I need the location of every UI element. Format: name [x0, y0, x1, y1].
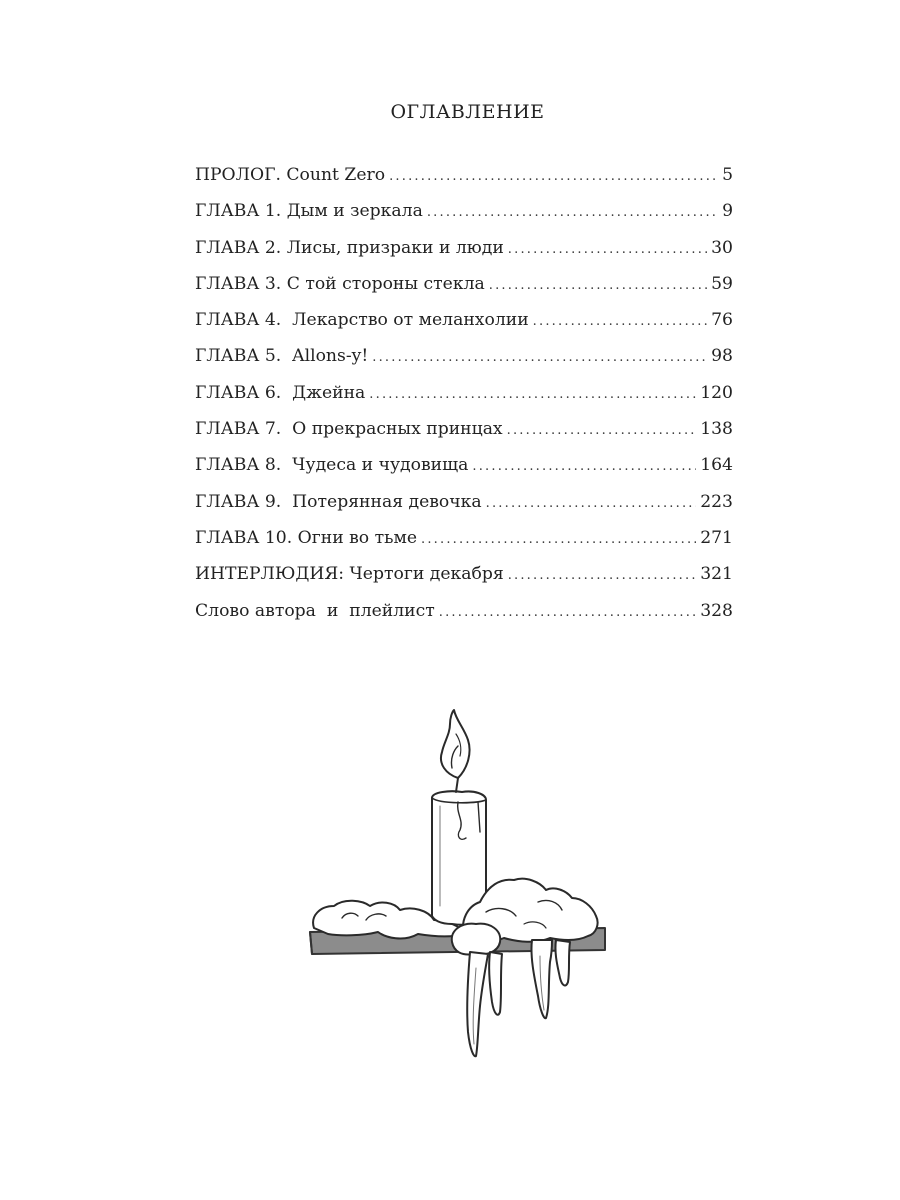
- toc-entry-page: 321: [700, 564, 733, 585]
- dot-leader: [372, 350, 707, 365]
- dot-leader: [507, 423, 697, 438]
- toc-entry-chapter-10[interactable]: [195, 528, 733, 564]
- toc-entry-title: ПРОЛОГ. Count Zero: [195, 165, 386, 185]
- dot-leader: [389, 169, 718, 184]
- wax-drip-4: [555, 940, 570, 985]
- toc-entry-title: ГЛАВА 9. Потерянная девочка: [195, 491, 482, 512]
- wax-drip-1: [467, 952, 488, 1056]
- toc-entry-title: ГЛАВА 10. Огни во тьме: [195, 527, 418, 548]
- toc-entry-chapter-7[interactable]: [195, 419, 733, 455]
- toc-entry-title: ГЛАВА 2. Лисы, призраки и люди: [195, 237, 504, 258]
- toc-entry-page: 30: [711, 237, 733, 258]
- toc-entry-chapter-1[interactable]: [195, 201, 733, 237]
- toc-entry-chapter-5[interactable]: [195, 346, 733, 382]
- toc-entry-prologue[interactable]: [195, 165, 733, 201]
- toc-entry-title: ГЛАВА 5. Allons-y!: [195, 346, 369, 367]
- wax-lump-front: [452, 924, 500, 955]
- toc-entry-page: 9: [722, 201, 733, 222]
- toc-entry-page: 5: [722, 165, 733, 185]
- dot-leader: [486, 496, 697, 511]
- toc-entry-page: 98: [711, 346, 733, 367]
- toc-entry-chapter-3[interactable]: [195, 274, 733, 310]
- dot-leader: [533, 314, 707, 329]
- dot-leader: [427, 205, 718, 220]
- dot-leader: [489, 278, 707, 293]
- dot-leader: [439, 605, 696, 620]
- table-of-contents: [195, 165, 733, 637]
- toc-entry-chapter-4[interactable]: [195, 310, 733, 346]
- toc-entry-page: 59: [711, 273, 733, 294]
- wax-drip-3: [531, 940, 552, 1018]
- toc-entry-title: ИНТЕРЛЮДИЯ: Чертоги декабря: [195, 564, 504, 585]
- toc-entry-chapter-2[interactable]: [195, 238, 733, 274]
- dot-leader: [421, 532, 696, 547]
- toc-entry-title: Слово автора и плейлист: [195, 600, 435, 621]
- toc-entry-page: 164: [700, 455, 733, 476]
- toc-entry-page: 138: [700, 419, 733, 440]
- toc-entry-interlude[interactable]: [195, 564, 733, 600]
- toc-entry-title: ГЛАВА 7. О прекрасных принцах: [195, 419, 503, 440]
- toc-entry-title: ГЛАВА 1. Дым и зеркала: [195, 201, 423, 222]
- dot-leader: [369, 387, 696, 402]
- toc-entry-page: 271: [700, 527, 733, 548]
- toc-entry-chapter-9[interactable]: [195, 492, 733, 528]
- candle-flame: [441, 710, 470, 778]
- toc-entry-title: ГЛАВА 6. Джейна: [195, 382, 366, 403]
- dot-leader: [472, 459, 696, 474]
- dot-leader: [508, 568, 697, 583]
- toc-entry-page: 76: [711, 310, 733, 331]
- candle-wick: [456, 778, 458, 792]
- toc-entry-afterword[interactable]: [195, 601, 733, 637]
- toc-entry-title: ГЛАВА 3. С той стороны стекла: [195, 273, 485, 294]
- toc-entry-title: ГЛАВА 4. Лекарство от меланхолии: [195, 310, 529, 331]
- toc-entry-page: 223: [700, 491, 733, 512]
- toc-entry-page: 120: [700, 382, 733, 403]
- toc-entry-chapter-6[interactable]: [195, 383, 733, 419]
- page-title: ОГЛАВЛЕНИЕ: [390, 101, 545, 123]
- toc-entry-page: 328: [700, 600, 733, 621]
- toc-entry-title: ГЛАВА 8. Чудеса и чудовища: [195, 455, 469, 476]
- candle-on-shelf-illustration: [300, 706, 620, 1066]
- wax-drip-2: [489, 952, 502, 1015]
- toc-entry-chapter-8[interactable]: [195, 455, 733, 491]
- dot-leader: [508, 242, 707, 257]
